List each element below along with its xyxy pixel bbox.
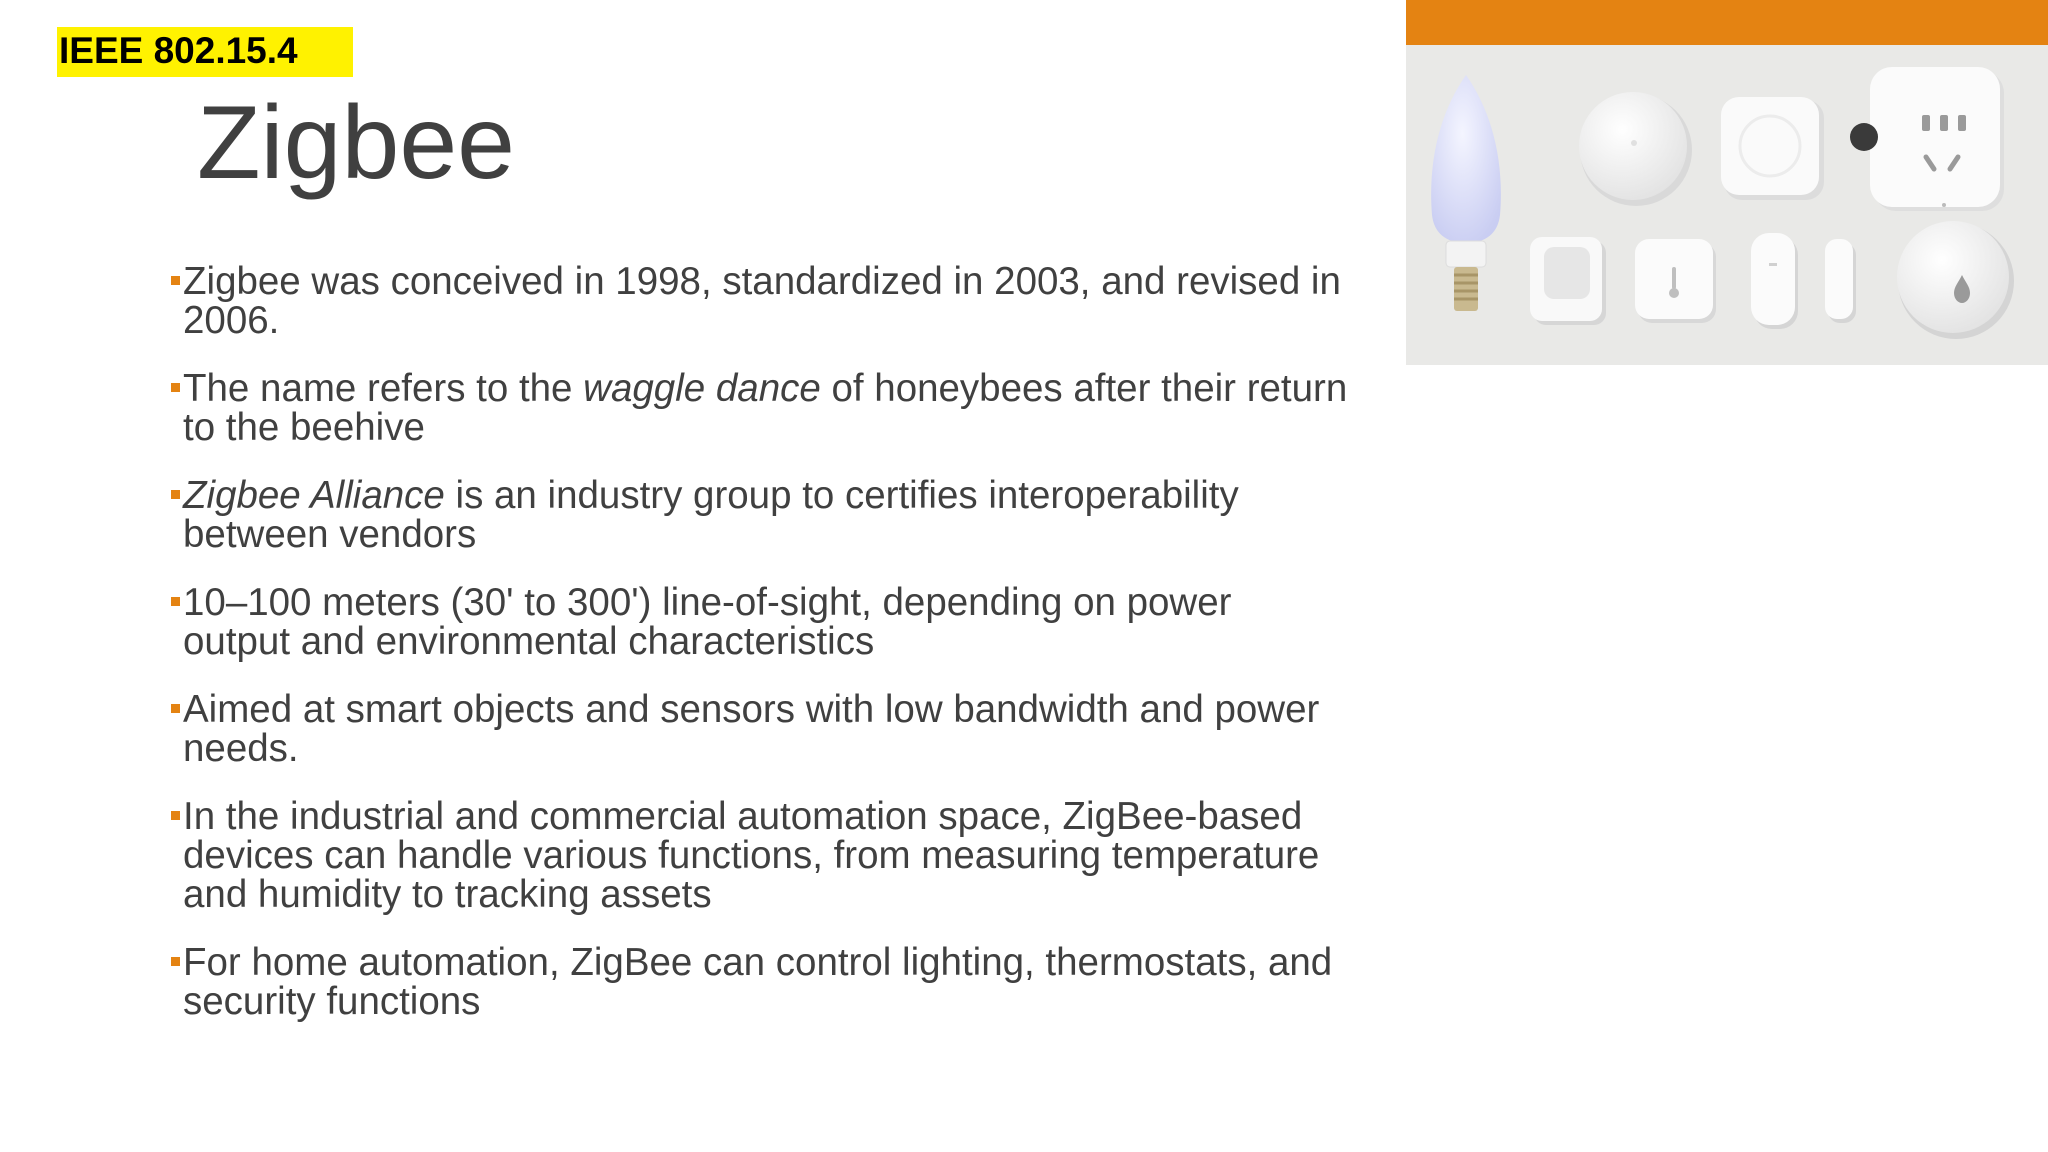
bullet-item [168,369,1348,447]
devices-illustration [1406,45,2048,365]
slide-title: Zigbee [197,85,515,201]
square-bullet-icon [171,957,180,966]
bullet-text: Zigbee was conceived in 1998, standardized in 2003, and revised in 2006. [183,260,1341,342]
bullet-text: 10–100 meters (30' to 300') line-of-sight, depending on power output and environmental characteristics [183,581,1232,663]
bullet-item [168,262,1348,340]
motion-sensor-icon [1530,237,1606,325]
bullet-emphasis: Zigbee Alliance [183,474,445,517]
bullet-item [168,797,1348,914]
smart-home-devices-photo [1406,45,2048,365]
smart-plug-icon [1850,67,2004,211]
bullet-text: The name refers to the [183,367,584,410]
square-switch-icon [1721,97,1824,200]
square-bullet-icon [171,490,180,499]
bullet-text: Aimed at smart objects and sensors with low bandwidth and power needs. [183,688,1320,770]
photo-accent-bar [1406,0,2048,45]
bullet-emphasis: waggle dance [583,367,821,410]
square-bullet-icon [171,811,180,820]
bullet-item [168,690,1348,768]
bullet-text: is an industry group to certifies interoperability between vendors [183,474,1239,556]
door-sensor-icon [1751,233,1798,329]
bullet-text: In the industrial and commercial automation space, ZigBee-based devices can handle various functions, from measuring temperature and humidity to tracking assets [183,795,1320,916]
square-bullet-icon [171,276,180,285]
standard-tag: IEEE 802.15.4 [57,27,353,77]
door-magnet-icon [1825,239,1856,323]
bullet-list [168,262,1348,1050]
bullet-item [168,476,1348,554]
bullet-text: For home automation, ZigBee can control lighting, thermostats, and security functions [183,941,1333,1023]
square-bullet-icon [171,383,180,392]
square-bullet-icon [171,704,180,713]
bullet-item [168,583,1348,661]
temperature-sensor-icon [1635,239,1716,323]
square-bullet-icon [171,597,180,606]
bullet-item [168,943,1348,1021]
bullet-text: of honeybees after their return to the beehive [183,367,1348,449]
